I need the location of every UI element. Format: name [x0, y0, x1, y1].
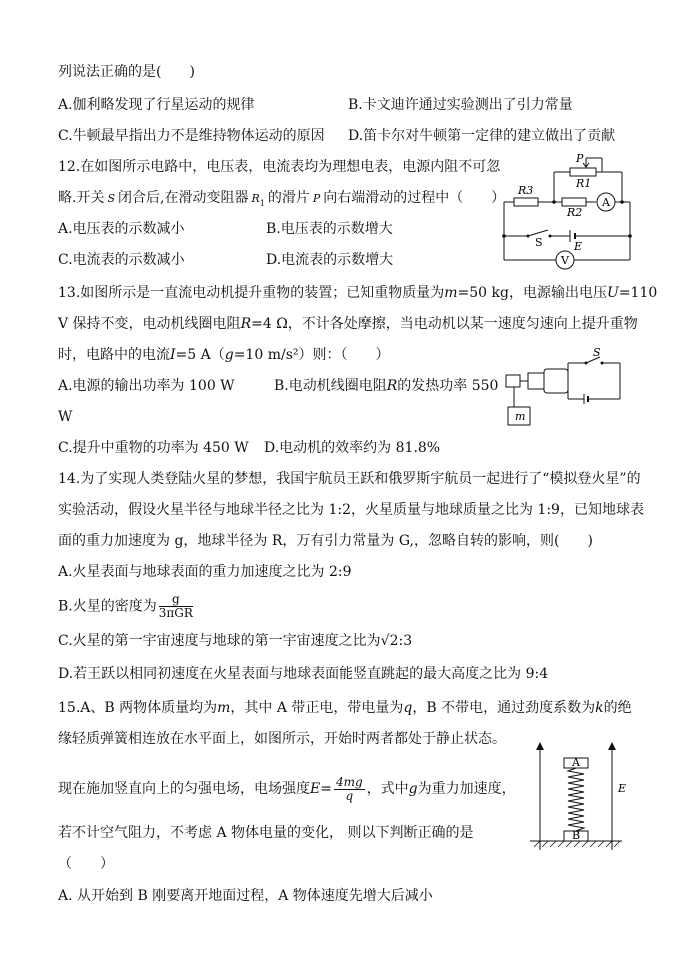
- q14-stem-line3: 面的重力加速度为 g，地球半径为 R，万有引力常量为 G,，忽略自转的影响，则( ): [58, 533, 593, 549]
- label-e: E: [574, 240, 583, 253]
- label-s: S: [593, 346, 601, 359]
- q14-option-b: B.火星的密度为 $\frac{g}{\text{3πGR}}$: [58, 592, 193, 620]
- q11-option-a: A.伽利略发现了行星运动的规律: [58, 97, 255, 113]
- label-b: B: [572, 829, 581, 842]
- intro-line: 列说法正确的是( ): [58, 64, 195, 80]
- q12-option-b: B.电压表的示数增大: [266, 221, 393, 237]
- q13-stem-line1: 13.如图所示是一直流电动机提升重物的装置；已知重物质量为m=50 kg，电源输出电压U=110: [58, 285, 658, 301]
- q15-option-a: A. 从开始到 B 刚要离开地面过程，A 物体速度先增大后减小: [58, 888, 433, 904]
- label-r2: R2: [567, 206, 583, 219]
- q13-stem-line2: V 保持不变，电动机线圈电阻R=4 Ω，不计各处摩擦，当电动机以某一速度匀速向上提升重物: [58, 316, 638, 332]
- q12-option-a: A.电压表的示数减小: [58, 221, 185, 237]
- q13-option-b-unit: W: [58, 409, 73, 425]
- label-p: P: [576, 152, 584, 165]
- density-fraction: $\frac{g}{\text{3πGR}}$: [158, 592, 193, 620]
- label-voltmeter: V: [561, 254, 569, 267]
- q15-stem-line1: 15.A、B 两物体质量均为m，其中 A 带正电，带电量为q，B 不带电，通过劲度系数为k的绝: [58, 700, 632, 716]
- label-s: S: [535, 236, 543, 249]
- q14-option-d: D.若王跃以相同初速度在火星表面与地球表面能竖直跳起的最大高度之比为 9:4: [58, 666, 549, 682]
- label-mass: m: [515, 410, 526, 423]
- q13-option-b: B.电动机线圈电阻R的发热功率 550: [274, 378, 499, 394]
- label-r1: R1: [576, 177, 592, 190]
- q13-option-d: D.电动机的效率约为 81.8%: [264, 440, 441, 456]
- q13-option-a: A.电源的输出功率为 100 W: [58, 378, 235, 394]
- field-fraction: $\frac{4mg}{q}$: [335, 774, 363, 803]
- label-e: E: [618, 782, 627, 795]
- q12-stem-line2: 略.开关 S 闭合后,在滑动变阻器 $R_1$ 的滑片 P 向右端滑动的过程中（ ）: [58, 190, 506, 208]
- label-r3: R3: [518, 184, 534, 197]
- q14-option-c: C.火星的第一宇宙速度与地球的第一宇宙速度之比为√2:3: [58, 633, 413, 649]
- q14-stem-line1: 14.为了实现人类登陆火星的梦想，我国宇航员王跃和俄罗斯宇航员一起进行了“模拟登火星”的: [58, 471, 641, 487]
- q12-circuit-diagram: [500, 152, 636, 274]
- label-ammeter: A: [602, 196, 610, 209]
- q12-option-d: D.电流表的示数增大: [266, 252, 394, 268]
- label-a: A: [572, 756, 580, 769]
- q11-option-b: B.卡文迪许通过实验测出了引力常量: [348, 97, 573, 113]
- q15-stem-paren: （ ）: [58, 856, 114, 872]
- q15-stem-line4: 若不计空气阻力，不考虑 A 物体电量的变化， 则以下判断正确的是: [58, 825, 474, 841]
- q14-option-a: A.火星表面与地球表面的重力加速度之比为 2:9: [58, 564, 352, 580]
- q15-stem-line2: 缘轻质弹簧相连放在水平面上，如图所示，开始时两者都处于静止状态。: [58, 731, 506, 747]
- q15-stem-line3: 现在施加竖直向上的匀强电场，电场强度E= $\frac{4mg}{q}$ ，式中g为重力加速度，: [58, 774, 516, 803]
- q12-option-c: C.电流表的示数减小: [58, 252, 185, 268]
- q13-motor-diagram: [504, 345, 636, 433]
- q11-option-d: D.笛卡尔对牛顿第一定律的建立做出了贡献: [348, 128, 616, 144]
- q13-option-c: C.提升中重物的功率为 450 W: [58, 440, 249, 456]
- q11-option-c: C.牛顿最早指出力不是维持物体运动的原因: [58, 128, 325, 144]
- q12-stem-line1: 12.在如图所示电路中，电压表，电流表均为理想电表，电源内阻不可忽: [58, 159, 501, 175]
- q13-stem-line3: 时，电路中的电流I=5 A（g=10 m/s²）则：（ ）: [58, 347, 390, 363]
- q15-spring-diagram: [520, 738, 630, 858]
- q14-stem-line2: 实验活动，假设火星半径与地球半径之比为 1:2，火星质量与地球质量之比为 1:9，已知地球表: [58, 502, 644, 518]
